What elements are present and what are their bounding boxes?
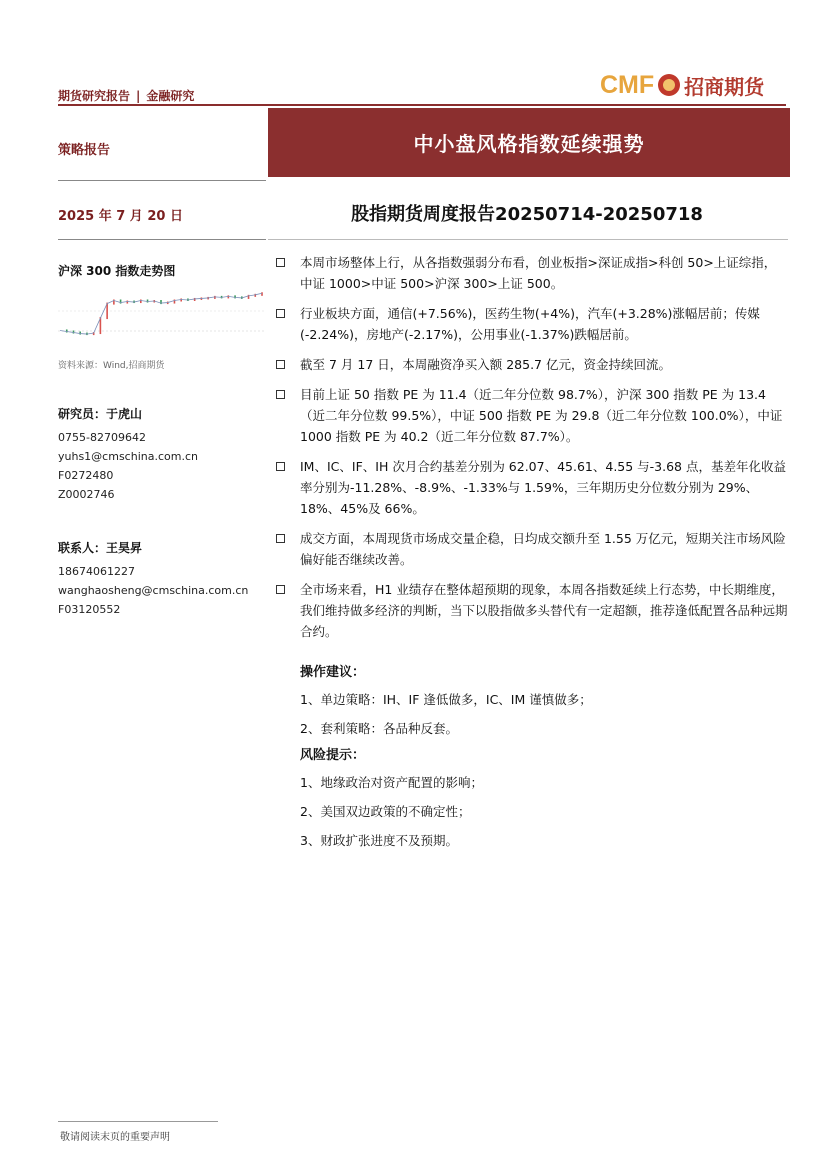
risk-section bbox=[300, 744, 786, 860]
logo-cmf-text: CMF bbox=[600, 70, 655, 99]
risk-item: 2、美国双边政策的不确定性； bbox=[300, 804, 471, 819]
bullet-checkbox-icon bbox=[276, 585, 285, 594]
researcher-license-2: Z0002746 bbox=[58, 488, 115, 501]
header-divider bbox=[58, 104, 786, 106]
bullet-checkbox-icon bbox=[276, 462, 285, 471]
summary-bullets bbox=[276, 252, 788, 651]
header-category-text: 期货研究报告 bbox=[58, 89, 131, 103]
report-date: 2025 年 7 月 20 日 bbox=[58, 209, 183, 224]
bullet-text: IM、IC、IF、IH 次月合约基差分别为 62.07、45.61、4.55 与-3.68 点，基差年化收益率分别为-11.28%、-8.9%、-1.33%与 1.59%，三年期历史分位数分别为 29%、18%、45%及 66%。 bbox=[300, 459, 786, 516]
operation-item: 1、单边策略：IH、IF 逢低做多，IC、IM 谨慎做多； bbox=[300, 692, 592, 707]
bullet-checkbox-icon bbox=[276, 309, 285, 318]
risk-item: 3、财政扩张进度不及预期。 bbox=[300, 833, 458, 848]
bullet-item bbox=[276, 303, 788, 345]
bullet-item bbox=[276, 384, 788, 447]
contact-license: F03120552 bbox=[58, 603, 121, 616]
report-title-banner bbox=[268, 108, 790, 177]
bullet-checkbox-icon bbox=[276, 258, 285, 267]
bullet-item bbox=[276, 354, 788, 375]
bullet-checkbox-icon bbox=[276, 360, 285, 369]
logo-company-name: 招商期货 bbox=[684, 74, 765, 99]
contact-name: 联系人：王昊昇 bbox=[58, 541, 143, 555]
bullet-text: 全市场来看，H1 业绩存在整体超预期的现象，本周各指数延续上行态势，中长期维度，我们维持做多经济的判断，当下以股指做多头替代有一定超额，推荐逢低配置各品种远期合约。 bbox=[300, 582, 788, 639]
header-category bbox=[58, 87, 194, 104]
report-subtitle: 股指期货周度报告20250714-20250718 bbox=[351, 204, 703, 225]
risk-item: 1、地缘政治对资产配置的影响； bbox=[300, 775, 483, 790]
footer-disclaimer: 敬请阅读末页的重要声明 bbox=[60, 1132, 170, 1143]
bullet-checkbox-icon bbox=[276, 534, 285, 543]
left-divider-2 bbox=[58, 239, 266, 240]
bullet-item bbox=[276, 456, 788, 519]
chart-title: 沪深 300 指数走势图 bbox=[58, 264, 176, 278]
bullet-text: 截至 7 月 17 日，本周融资净买入额 285.7 亿元，资金持续回流。 bbox=[300, 357, 671, 372]
researcher-block bbox=[58, 405, 198, 504]
contact-email[interactable]: wanghaosheng@cmschina.com.cn bbox=[58, 584, 249, 597]
header-subcategory: 金融研究 bbox=[146, 89, 195, 103]
footer-divider bbox=[58, 1121, 218, 1122]
operation-item: 2、套利策略：各品种反套。 bbox=[300, 721, 458, 736]
contact-block bbox=[58, 539, 248, 619]
researcher-license-1: F0272480 bbox=[58, 469, 114, 482]
report-type-label: 策略报告 bbox=[58, 143, 111, 158]
bullet-text: 目前上证 50 指数 PE 为 11.4（近二年分位数 98.7%），沪深 300 指数 PE 为 13.4（近二年分位数 99.5%），中证 500 指数 PE 为 29.8（近二年分位数 100.0%），中证 1000 指数 PE 为 40.2（近二年分位数 87.7%）。 bbox=[300, 387, 783, 444]
bullet-text: 成交方面，本周现货市场成交量企稳，日均成交额升至 1.55 万亿元，短期关注市场风险偏好能否继续改善。 bbox=[300, 531, 786, 567]
report-title: 中小盘风格指数延续强势 bbox=[413, 132, 645, 156]
contact-phone: 18674061227 bbox=[58, 565, 135, 578]
bullet-item bbox=[276, 528, 788, 570]
right-divider bbox=[268, 239, 788, 240]
chart-series-line bbox=[60, 293, 262, 334]
researcher-name: 研究员：于虎山 bbox=[58, 407, 143, 421]
operation-section bbox=[300, 661, 786, 748]
header-separator: | bbox=[136, 89, 141, 103]
bullet-checkbox-icon bbox=[276, 390, 285, 399]
researcher-phone: 0755-82709642 bbox=[58, 431, 146, 444]
researcher-email[interactable]: yuhs1@cmschina.com.cn bbox=[58, 450, 198, 463]
bullet-text: 行业板块方面，通信(+7.56%)，医药生物(+4%)，汽车(+3.28%)涨幅居前；传媒(-2.24%)，房地产(-2.17%)，公用事业(-1.37%)跌幅居前。 bbox=[300, 306, 760, 342]
bullet-item bbox=[276, 579, 788, 642]
company-logo bbox=[600, 70, 764, 100]
bullet-item bbox=[276, 252, 788, 294]
chart-source: 资料来源：Wind,招商期货 bbox=[58, 361, 165, 371]
left-divider-1 bbox=[58, 180, 266, 181]
hs300-trend-chart bbox=[58, 281, 264, 353]
operation-title: 操作建议： bbox=[300, 665, 366, 680]
logo-emblem-icon bbox=[658, 74, 680, 96]
risk-title: 风险提示： bbox=[300, 748, 366, 763]
bullet-text: 本周市场整体上行，从各指数强弱分布看，创业板指>深证成指>科创 50>上证综指，中证 1000>中证 500>沪深 300>上证 500。 bbox=[300, 255, 777, 291]
